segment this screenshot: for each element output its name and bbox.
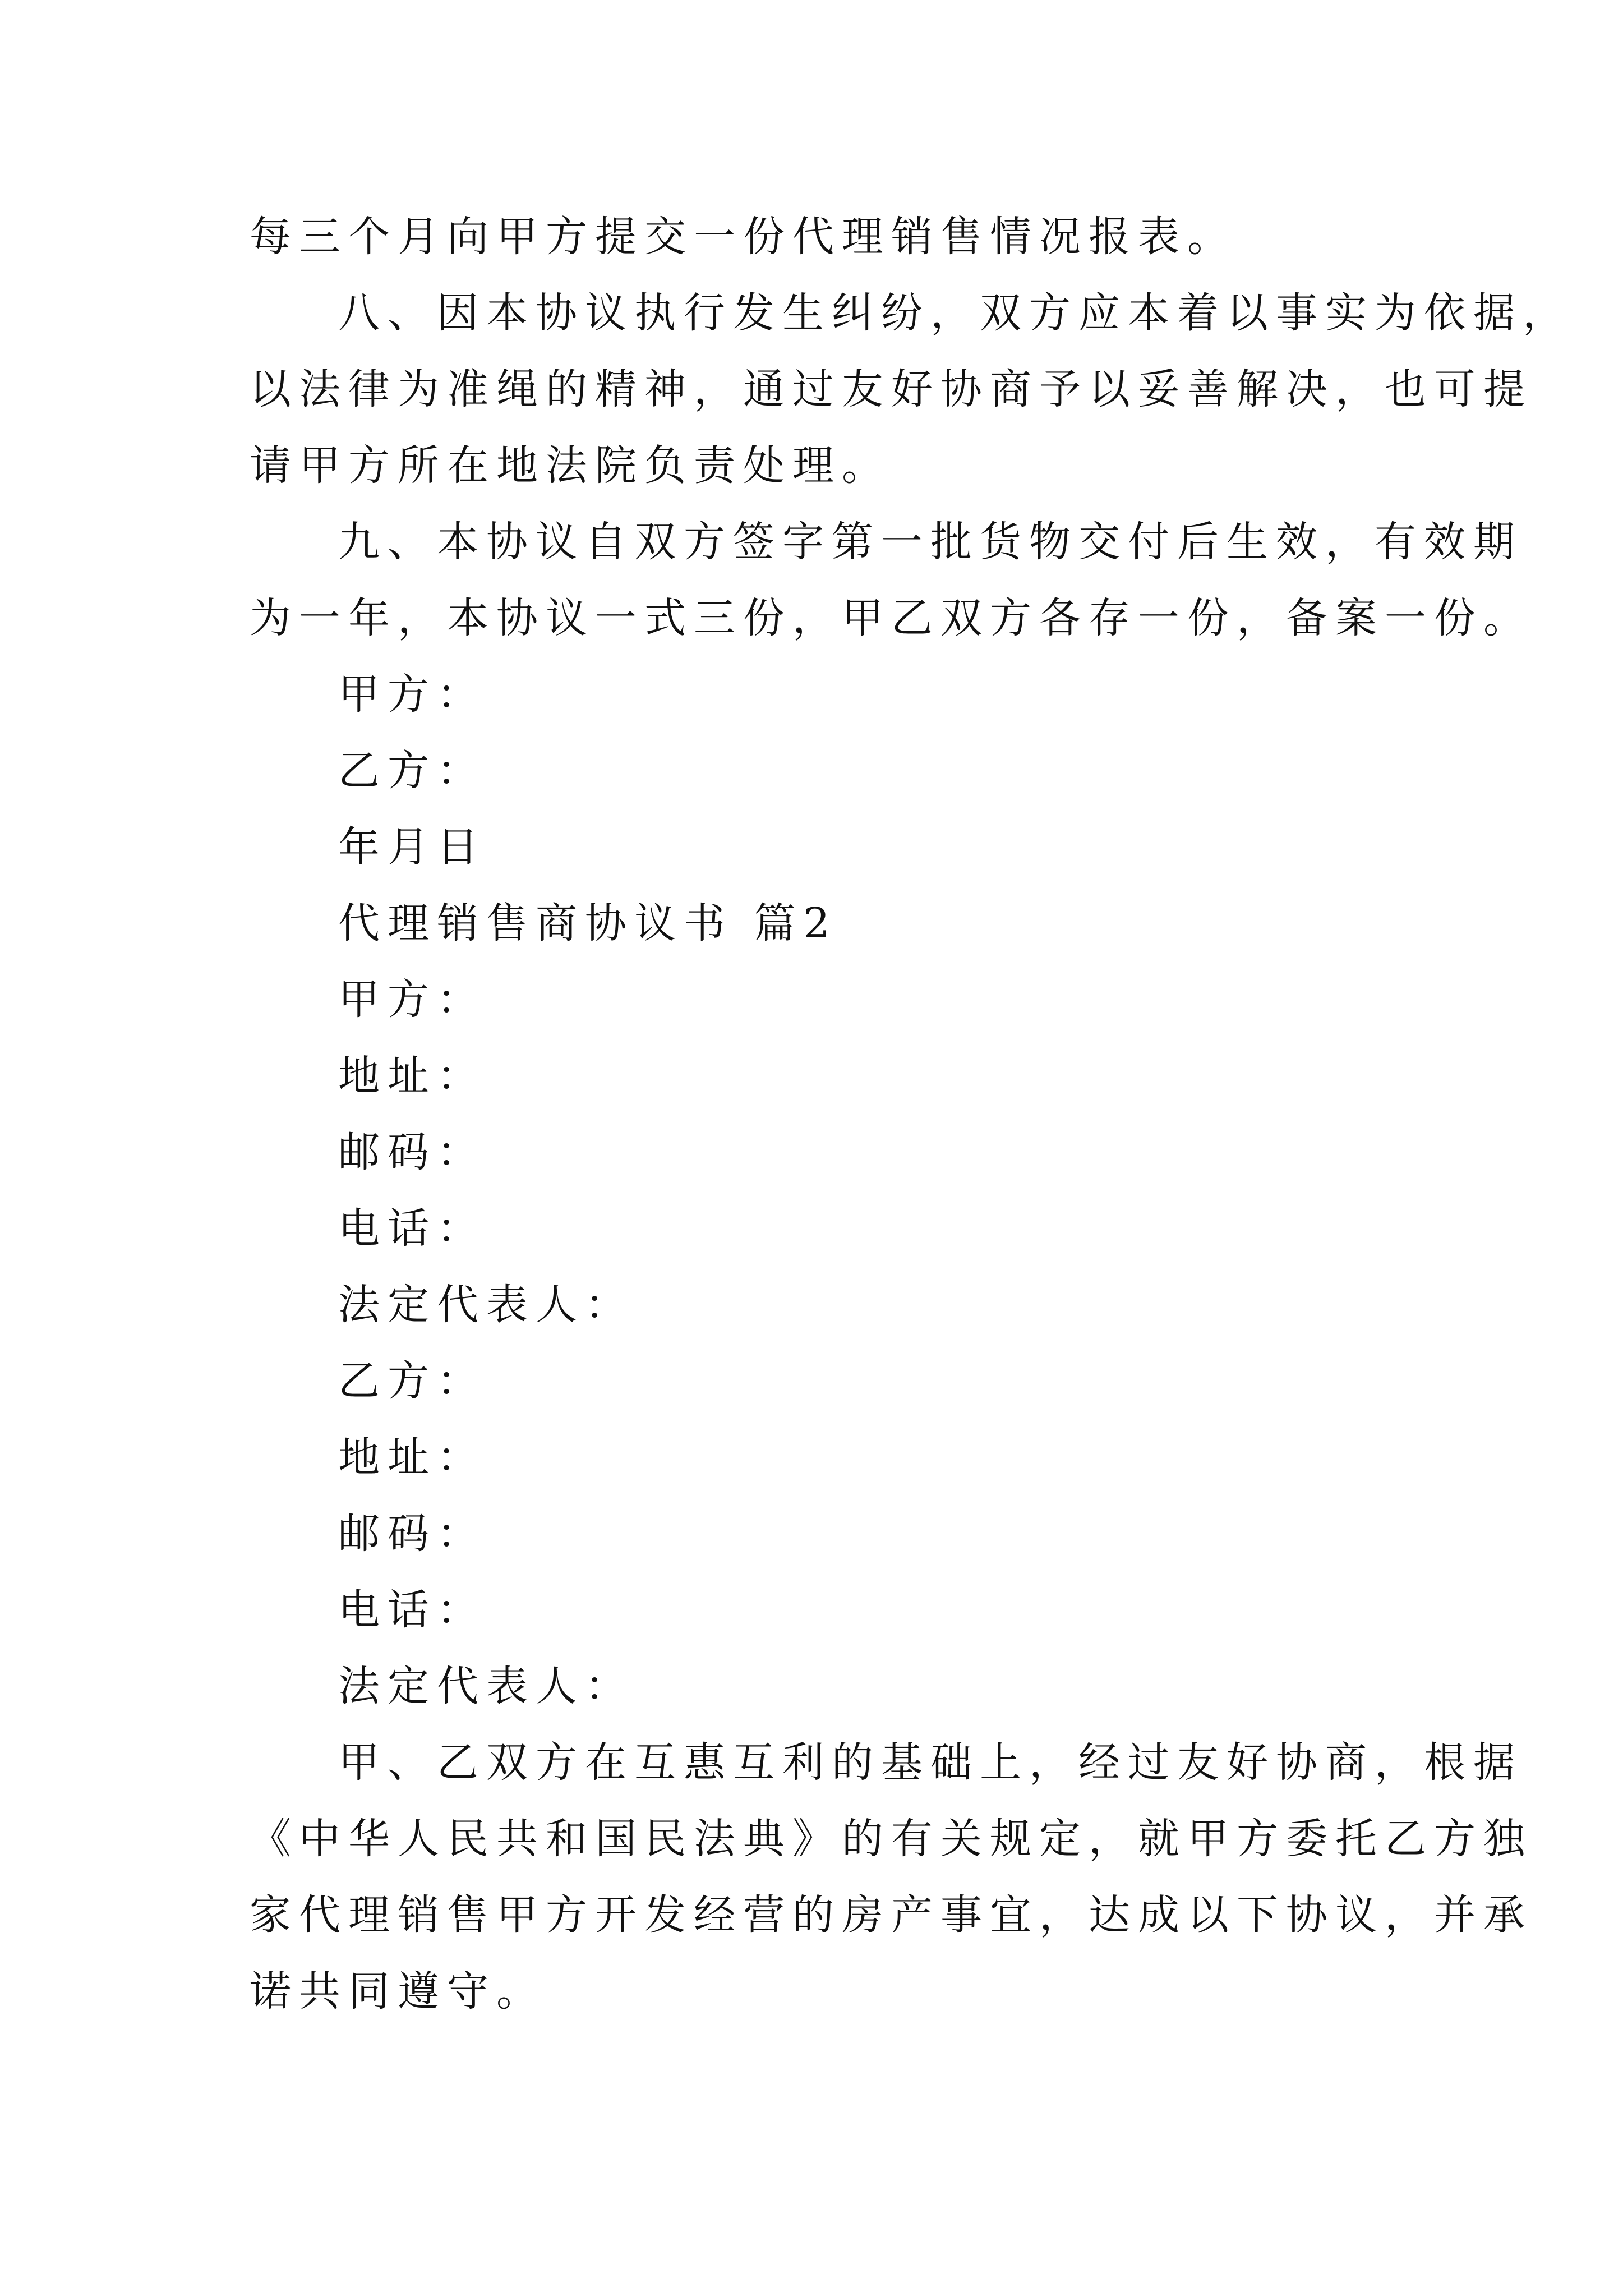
text-line: 《中华人民共和国民法典》的有关规定，就甲方委托乙方独 xyxy=(250,1815,1533,1863)
text-line: 请甲方所在地法院负责处理。 xyxy=(250,441,891,490)
text-line: 家代理销售甲方开发经营的房产事宜，达成以下协议，并承 xyxy=(250,1891,1533,1939)
address-label: 地址： xyxy=(338,1052,486,1100)
paragraph-line: 甲、乙双方在互惠互利的基础上，经过友好协商，根据 xyxy=(338,1738,1523,1787)
text-line: 以法律为准绳的精神，通过友好协商予以妥善解决，也可提 xyxy=(250,365,1533,413)
legal-representative-label: 法定代表人： xyxy=(338,1281,634,1329)
party-b-label: 乙方： xyxy=(338,1357,486,1405)
postcode-label: 邮码： xyxy=(338,1128,486,1176)
text-line: 诺共同遵守。 xyxy=(250,1967,546,2016)
document-page xyxy=(250,0,1572,2296)
party-a-label: 甲方： xyxy=(338,976,486,1024)
date-line: 年月日 xyxy=(338,823,486,871)
text-line: 每三个月向甲方提交一份代理销售情况报表。 xyxy=(250,213,1237,261)
paragraph-line: 八、因本协议执行发生纠纷，双方应本着以事实为依据， xyxy=(338,289,1572,337)
legal-representative-label: 法定代表人： xyxy=(338,1662,634,1710)
paragraph-line: 九、本协议自双方签字第一批货物交付后生效，有效期 xyxy=(338,518,1523,566)
address-label: 地址： xyxy=(338,1433,486,1481)
section-title: 代理销售商协议书 篇2 xyxy=(338,899,838,947)
phone-label: 电话： xyxy=(338,1586,486,1634)
party-a-label: 甲方： xyxy=(338,670,486,719)
party-b-label: 乙方： xyxy=(338,747,486,795)
text-line: 为一年，本协议一式三份，甲乙双方各存一份，备案一份。 xyxy=(250,594,1533,642)
postcode-label: 邮码： xyxy=(338,1510,486,1558)
phone-label: 电话： xyxy=(338,1204,486,1253)
